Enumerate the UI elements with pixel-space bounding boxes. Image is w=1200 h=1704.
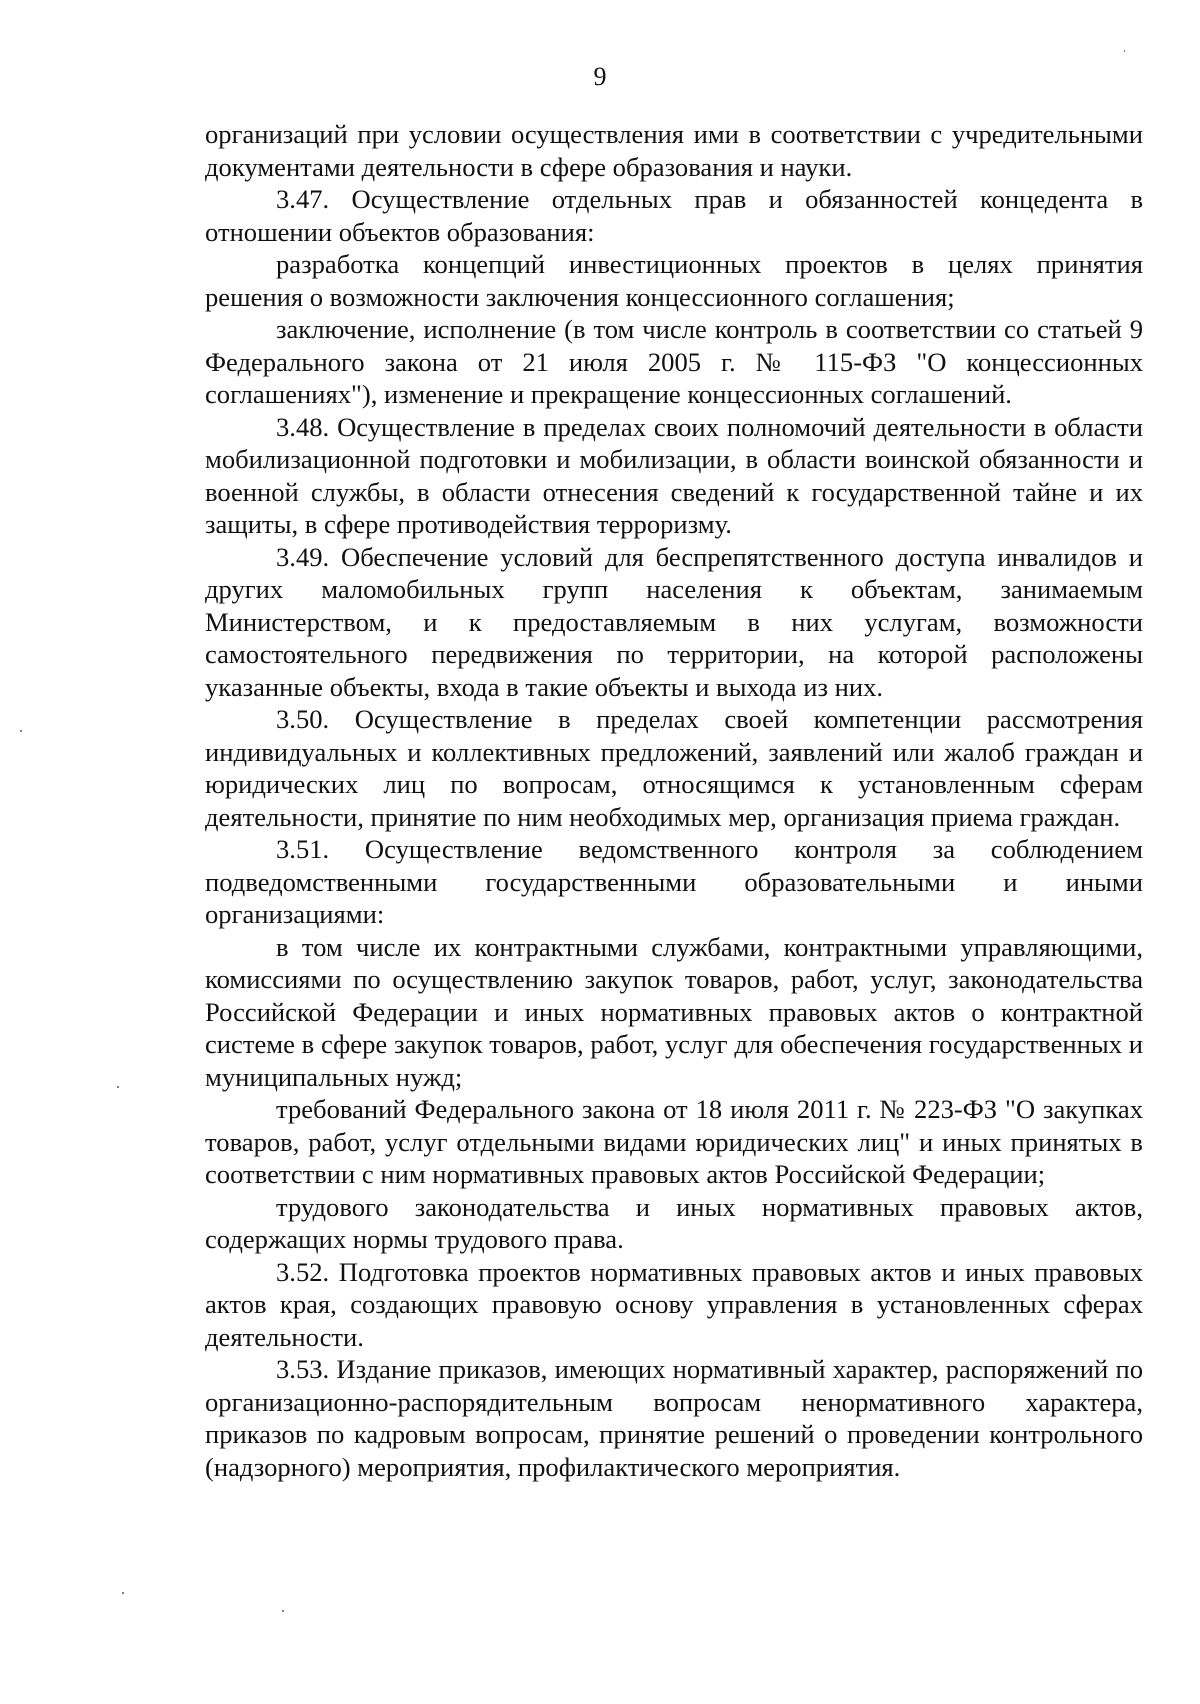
paragraph-3-48: 3.48. Осуществление в пределах своих полномочий деятельности в области мобилизационной подготовки и мобилизации, в области воинской обязанности и военной службы, в области отнесения сведений к государственной тайне и их защиты, в сфере противодействия терроризму. — [205, 411, 1143, 539]
document-body — [205, 118, 1143, 1483]
paragraph-3-51-item-3: трудового законодательства и иных нормативных правовых актов, содержащих нормы трудового права. — [205, 1191, 1143, 1254]
page-number: 9 — [593, 62, 607, 91]
scan-speck — [1124, 50, 1125, 52]
paragraph-3-47: 3.47. Осуществление отдельных прав и обязанностей концедента в отношении объектов образования: — [205, 184, 1143, 247]
scan-speck — [282, 1610, 284, 1612]
paragraph-3-51: 3.51. Осуществление ведомственного контроля за соблюдением подведомственными государственными образовательными и иными организациями: — [205, 834, 1143, 929]
paragraph-3-52: 3.52. Подготовка проектов нормативных правовых актов и иных правовых актов края, создающих правовую основу управления в установленных сферах деятельности. — [205, 1256, 1143, 1352]
scan-speck — [20, 730, 22, 732]
paragraph-3-47-item-1: разработка концепций инвестиционных проектов в целях принятия решения о возможности заключения концессионного соглашения; — [205, 249, 1143, 312]
paragraph-3-51-item-1: в том числе их контрактными службами, контрактными управляющими, комиссиями по осуществлению закупок товаров, работ, услуг, законодательства Российской Федерации и иных нормативных правовых актов о контрактной системе в сфере закупок товаров, работ, услуг для обеспечения государственных и муниципальных нужд; — [205, 931, 1143, 1092]
scan-speck — [117, 1086, 119, 1088]
paragraph-3-50: 3.50. Осуществление в пределах своей компетенции рассмотрения индивидуальных и коллективных предложений, заявлений или жалоб граждан и юридических лиц по вопросам, относящимся к установленным сферам деятельности, принятие по ним необходимых мер, организация приема граждан. — [205, 704, 1143, 832]
paragraph-3-51-item-2: требований Федерального закона от 18 июля 2011 г. № 223-ФЗ "О закупках товаров, работ, услуг отдельными видами юридических лиц" и иных принятых в соответствии с ним нормативных правовых актов Российской Федерации; — [205, 1094, 1143, 1189]
scan-speck — [122, 1592, 124, 1594]
paragraph-continuation: организаций при условии осуществления ими в соответствии с учредительными документами деятельности в сфере образования и науки. — [205, 119, 1143, 182]
paragraph-3-49: 3.49. Обеспечение условий для беспрепятственного доступа инвалидов и других маломобильных групп населения к объектам, занимаемым Министерством, и к предоставляемым в них услугам, возможности самостоятельного передвижения по территории, на которой расположены указанные объекты, входа в такие объекты и выхода из них. — [205, 541, 1143, 702]
paragraph-3-47-item-2: заключение, исполнение (в том числе контроль в соответствии со статьей 9 Федерального закона от 21 июля 2005 г. № 115-ФЗ "О концессионных соглашениях"), изменение и прекращение концессионных соглашений. — [205, 314, 1143, 409]
paragraph-3-53: 3.53. Издание приказов, имеющих нормативный характер, распоряжений по организационно-распорядительным вопросам ненормативного характера, приказов по кадровым вопросам, принятие решений о проведении контрольного (надзорного) мероприятия, профилактического мероприятия. — [205, 1354, 1143, 1482]
